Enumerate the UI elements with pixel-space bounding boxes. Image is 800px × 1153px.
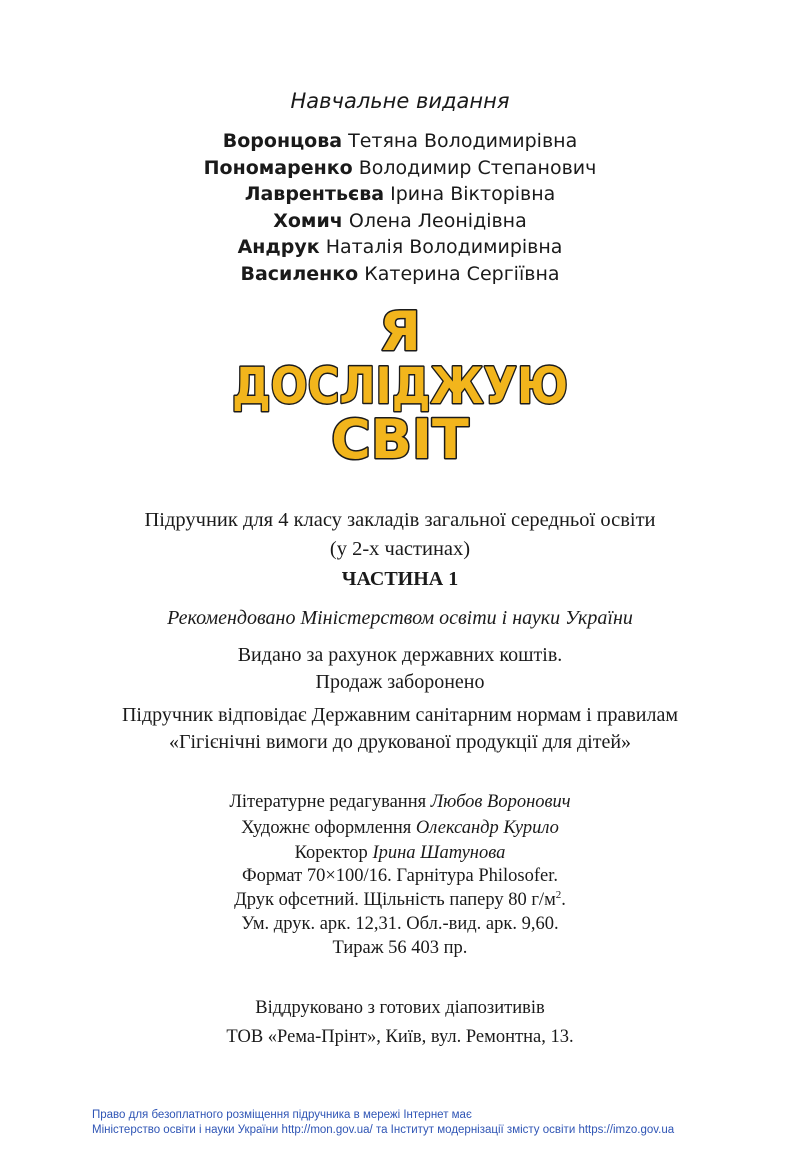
hygiene-line-2: «Гігієнічні вимоги до друкованої продукції для дітей» [168,731,632,753]
credits [0,790,800,867]
printer-line-2: ТОВ «Рема-Прінт», Київ, вул. Ремонтна, 13. [226,1027,574,1047]
print-specs [0,864,800,960]
author-given-names: Олена Леонідівна [348,209,527,232]
credit-role: Художнє оформлення [241,817,412,838]
author-line [0,261,800,288]
credit-role: Коректор [294,843,368,863]
author-given-names: Ірина Вікторівна [390,183,556,205]
title-line-2: досліджую [232,357,568,415]
author-line [0,208,800,235]
print-paper [0,888,800,912]
footer-line-1: Право для безоплатного розміщення підручника в мережі Інтернет має [92,1109,472,1121]
hygiene-line-1: Підручник відповідає Державним санітарним нормам і правилам [121,704,678,726]
print-sheets: Ум. друк. арк. 12,31. Обл.-вид. арк. 9,60. [241,914,559,934]
author-surname: Воронцова [222,130,343,152]
credit-person: Ірина Шатунова [372,843,506,863]
paper-unit-exponent: 2 [555,888,562,901]
author-surname: Лаврентьєва [244,183,385,205]
book-title-logo [220,300,580,470]
series-label: Навчальне видання [290,89,510,113]
subtitle-line-1: Підручник для 4 класу закладів загальної середньої освіти [144,509,656,531]
credit-line [0,790,800,816]
ministry-recommendation: Рекомендовано Міністерством освіти і науки України [167,607,633,629]
author-surname: Андрук [237,236,320,258]
author-surname: Хомич [273,209,343,232]
printer-info [0,994,800,1052]
print-run: Тираж 56 403 пр. [332,938,468,958]
author-given-names: Володимир Степанович [358,156,597,179]
credit-line [0,841,800,867]
author-given-names: Наталія Володимирівна [325,236,563,258]
funding-line-2: Продаж заборонено [315,671,485,693]
subtitle [0,506,800,564]
author-line [0,234,800,261]
hygiene-note [0,702,800,756]
author-line [0,128,800,155]
author-surname: Пономаренко [203,156,353,179]
author-line [0,155,800,182]
credit-line [0,816,800,842]
title-line-3: світ [331,408,469,471]
author-surname: Василенко [240,262,359,285]
funding-line-1: Видано за рахунок державних коштів. [237,644,563,666]
part-number: ЧАСТИНА 1 [341,568,459,590]
footer-line-2: Міністерство освіти і науки України http://mon.gov.ua/ та Інститут модернізації змісту освіти https://imzo.gov.ua [92,1124,675,1136]
paper-suffix: . [561,890,566,910]
funding-note [0,642,800,696]
printer-line-1: Віддруковано з готових діапозитивів [255,998,545,1018]
print-format: Формат 70×100/16. Гарнітура Philosofer. [242,866,558,886]
author-given-names: Тетяна Володимирівна [348,130,578,152]
subtitle-line-2: (у 2-х частинах) [329,538,471,560]
author-line [0,181,800,208]
credit-person: Олександр Курило [415,817,559,838]
credit-role: Літературне редагування [229,792,427,812]
author-given-names: Катерина Сергіївна [364,262,560,285]
copyright-footer [92,1108,732,1138]
paper-text: Друк офсетний. Щільність паперу 80 г/м [234,890,556,910]
title-line-1: Я [379,300,421,363]
author-list [0,128,800,287]
credit-person: Любов Воронович [430,792,571,812]
